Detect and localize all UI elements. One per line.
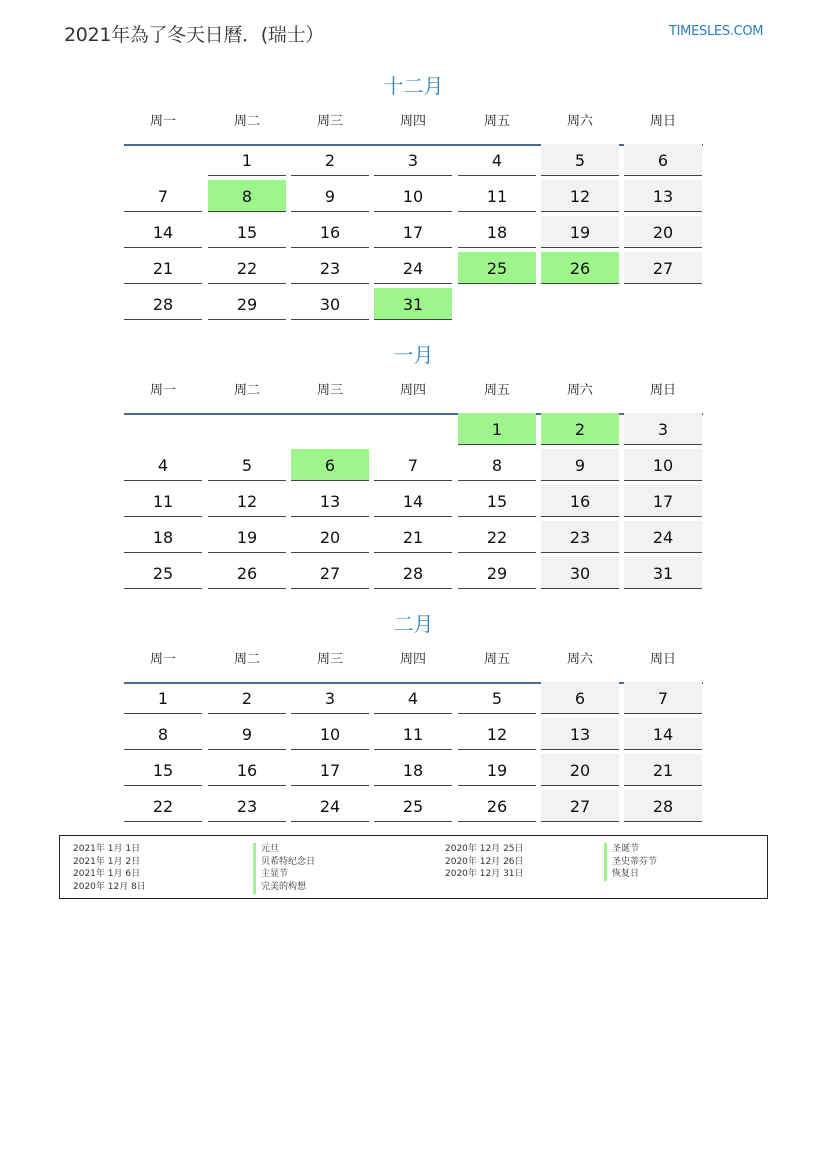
day-cell: 27	[624, 252, 702, 284]
weekday-label: 周六	[566, 652, 593, 667]
weekday-label: 周三	[316, 114, 343, 129]
day-cell: 29	[458, 557, 536, 589]
legend-names-col-1	[253, 843, 315, 894]
day-cell: 20	[291, 521, 369, 553]
day-cell: 17	[624, 485, 702, 517]
legend-holiday-name: 主显节	[253, 868, 315, 881]
day-cell: 19	[541, 216, 619, 248]
legend-date: 2021年 1月 2日	[73, 856, 141, 867]
legend-holiday-name: 完美的构想	[253, 881, 315, 894]
weekday-label: 周二	[233, 383, 260, 398]
legend-names-col-2	[604, 843, 657, 881]
page-title: 2021年為了冬天日曆．(瑞士）	[64, 24, 324, 46]
day-cell: 3	[291, 682, 369, 714]
day-cell: 16	[541, 485, 619, 517]
weekday-label: 周二	[233, 114, 260, 129]
day-cell: 20	[624, 216, 702, 248]
legend-date: 2021年 1月 1日	[73, 844, 141, 854]
month-title: 二月	[393, 612, 434, 636]
day-cell: 1	[124, 682, 202, 714]
day-cell: 2	[208, 682, 286, 714]
day-cell: 13	[291, 485, 369, 517]
day-cell: 31	[624, 557, 702, 589]
day-cell: 22	[208, 252, 286, 284]
day-cell: 18	[374, 754, 452, 786]
day-cell: 8	[458, 449, 536, 481]
day-cell: 6	[624, 144, 702, 176]
holiday-day-cell: 25	[458, 252, 536, 284]
day-cell: 28	[374, 557, 452, 589]
day-cell: 14	[374, 485, 452, 517]
day-cell: 4	[374, 682, 452, 714]
day-cell: 17	[291, 754, 369, 786]
day-cell: 30	[291, 288, 369, 320]
day-cell: 15	[124, 754, 202, 786]
weekday-label: 周二	[233, 652, 260, 667]
day-cell: 18	[458, 216, 536, 248]
legend-dates-col-2	[445, 843, 524, 881]
day-cell: 5	[458, 682, 536, 714]
day-cell: 12	[208, 485, 286, 517]
holiday-legend	[59, 835, 768, 899]
legend-holiday-name: 圣诞节	[604, 843, 657, 856]
day-cell: 29	[208, 288, 286, 320]
day-cell: 14	[124, 216, 202, 248]
day-cell: 23	[541, 521, 619, 553]
day-cell: 24	[291, 790, 369, 822]
day-cell: 30	[541, 557, 619, 589]
legend-date: 2021年 1月 6日	[73, 869, 141, 880]
day-cell: 28	[624, 790, 702, 822]
day-cell: 12	[541, 180, 619, 212]
day-cell: 7	[374, 449, 452, 481]
day-cell: 26	[208, 557, 286, 589]
weekday-label: 周日	[649, 383, 676, 398]
day-cell: 11	[124, 485, 202, 517]
day-cell: 5	[208, 449, 286, 481]
weekday-label: 周五	[483, 652, 510, 667]
day-cell: 10	[291, 718, 369, 750]
weekday-label: 周一	[149, 383, 176, 398]
weekday-label: 周一	[149, 114, 176, 129]
weekday-label: 周六	[566, 383, 593, 398]
weekday-label: 周四	[399, 383, 426, 398]
holiday-day-cell: 26	[541, 252, 619, 284]
day-cell: 19	[208, 521, 286, 553]
weekday-label: 周四	[399, 652, 426, 667]
legend-date: 2020年 12月 31日	[445, 869, 524, 880]
day-cell: 6	[541, 682, 619, 714]
day-cell: 4	[124, 449, 202, 481]
legend-date: 2020年 12月 26日	[445, 856, 524, 867]
day-cell: 22	[124, 790, 202, 822]
legend-dates-col-1	[73, 843, 146, 894]
day-cell: 20	[541, 754, 619, 786]
day-cell: 27	[291, 557, 369, 589]
day-cell: 17	[374, 216, 452, 248]
legend-date: 2020年 12月 8日	[73, 882, 146, 893]
day-cell: 3	[624, 413, 702, 445]
holiday-day-cell: 2	[541, 413, 619, 445]
day-cell: 7	[124, 180, 202, 212]
day-cell: 8	[124, 718, 202, 750]
holiday-day-cell: 31	[374, 288, 452, 320]
day-cell: 11	[458, 180, 536, 212]
day-cell: 10	[624, 449, 702, 481]
weekday-label: 周三	[316, 383, 343, 398]
site-link[interactable]: TIMESLES.COM	[669, 24, 764, 39]
day-cell: 12	[458, 718, 536, 750]
day-cell: 16	[208, 754, 286, 786]
day-cell: 3	[374, 144, 452, 176]
day-cell: 18	[124, 521, 202, 553]
weekday-label: 周日	[649, 652, 676, 667]
weekday-label: 周四	[399, 114, 426, 129]
day-cell: 27	[541, 790, 619, 822]
day-cell: 19	[458, 754, 536, 786]
day-cell: 1	[208, 144, 286, 176]
weekday-label: 周五	[483, 383, 510, 398]
day-cell: 28	[124, 288, 202, 320]
day-cell: 22	[458, 521, 536, 553]
legend-holiday-name: 元旦	[253, 843, 315, 856]
day-cell: 25	[124, 557, 202, 589]
day-cell: 16	[291, 216, 369, 248]
day-cell: 23	[208, 790, 286, 822]
day-cell: 25	[374, 790, 452, 822]
weekday-label: 周三	[316, 652, 343, 667]
legend-holiday-name: 圣史蒂芬节	[604, 856, 657, 869]
weekday-label: 周一	[149, 652, 176, 667]
day-cell: 13	[541, 718, 619, 750]
weekday-label: 周日	[649, 114, 676, 129]
day-cell: 11	[374, 718, 452, 750]
day-cell: 2	[291, 144, 369, 176]
holiday-day-cell: 1	[458, 413, 536, 445]
day-cell: 9	[291, 180, 369, 212]
day-cell: 24	[374, 252, 452, 284]
legend-holiday-name: 恢复日	[604, 868, 657, 881]
day-cell: 15	[208, 216, 286, 248]
day-cell: 13	[624, 180, 702, 212]
legend-date: 2020年 12月 25日	[445, 844, 524, 854]
day-cell: 7	[624, 682, 702, 714]
day-cell: 21	[374, 521, 452, 553]
day-cell: 21	[124, 252, 202, 284]
weekday-header-row	[124, 648, 703, 684]
weekday-label: 周六	[566, 114, 593, 129]
legend-holiday-name: 贝希特纪念日	[253, 856, 315, 869]
day-cell: 4	[458, 144, 536, 176]
day-cell: 9	[208, 718, 286, 750]
month-title: 十二月	[383, 74, 444, 98]
holiday-day-cell: 8	[208, 180, 286, 212]
month-title: 一月	[393, 343, 434, 367]
day-cell: 15	[458, 485, 536, 517]
holiday-day-cell: 6	[291, 449, 369, 481]
weekday-header-row	[124, 110, 703, 146]
day-cell: 5	[541, 144, 619, 176]
day-cell: 24	[624, 521, 702, 553]
day-cell: 23	[291, 252, 369, 284]
weekday-label: 周五	[483, 114, 510, 129]
weekday-header-row	[124, 379, 703, 415]
day-cell: 14	[624, 718, 702, 750]
day-cell: 9	[541, 449, 619, 481]
day-cell: 10	[374, 180, 452, 212]
day-cell: 26	[458, 790, 536, 822]
day-cell: 21	[624, 754, 702, 786]
